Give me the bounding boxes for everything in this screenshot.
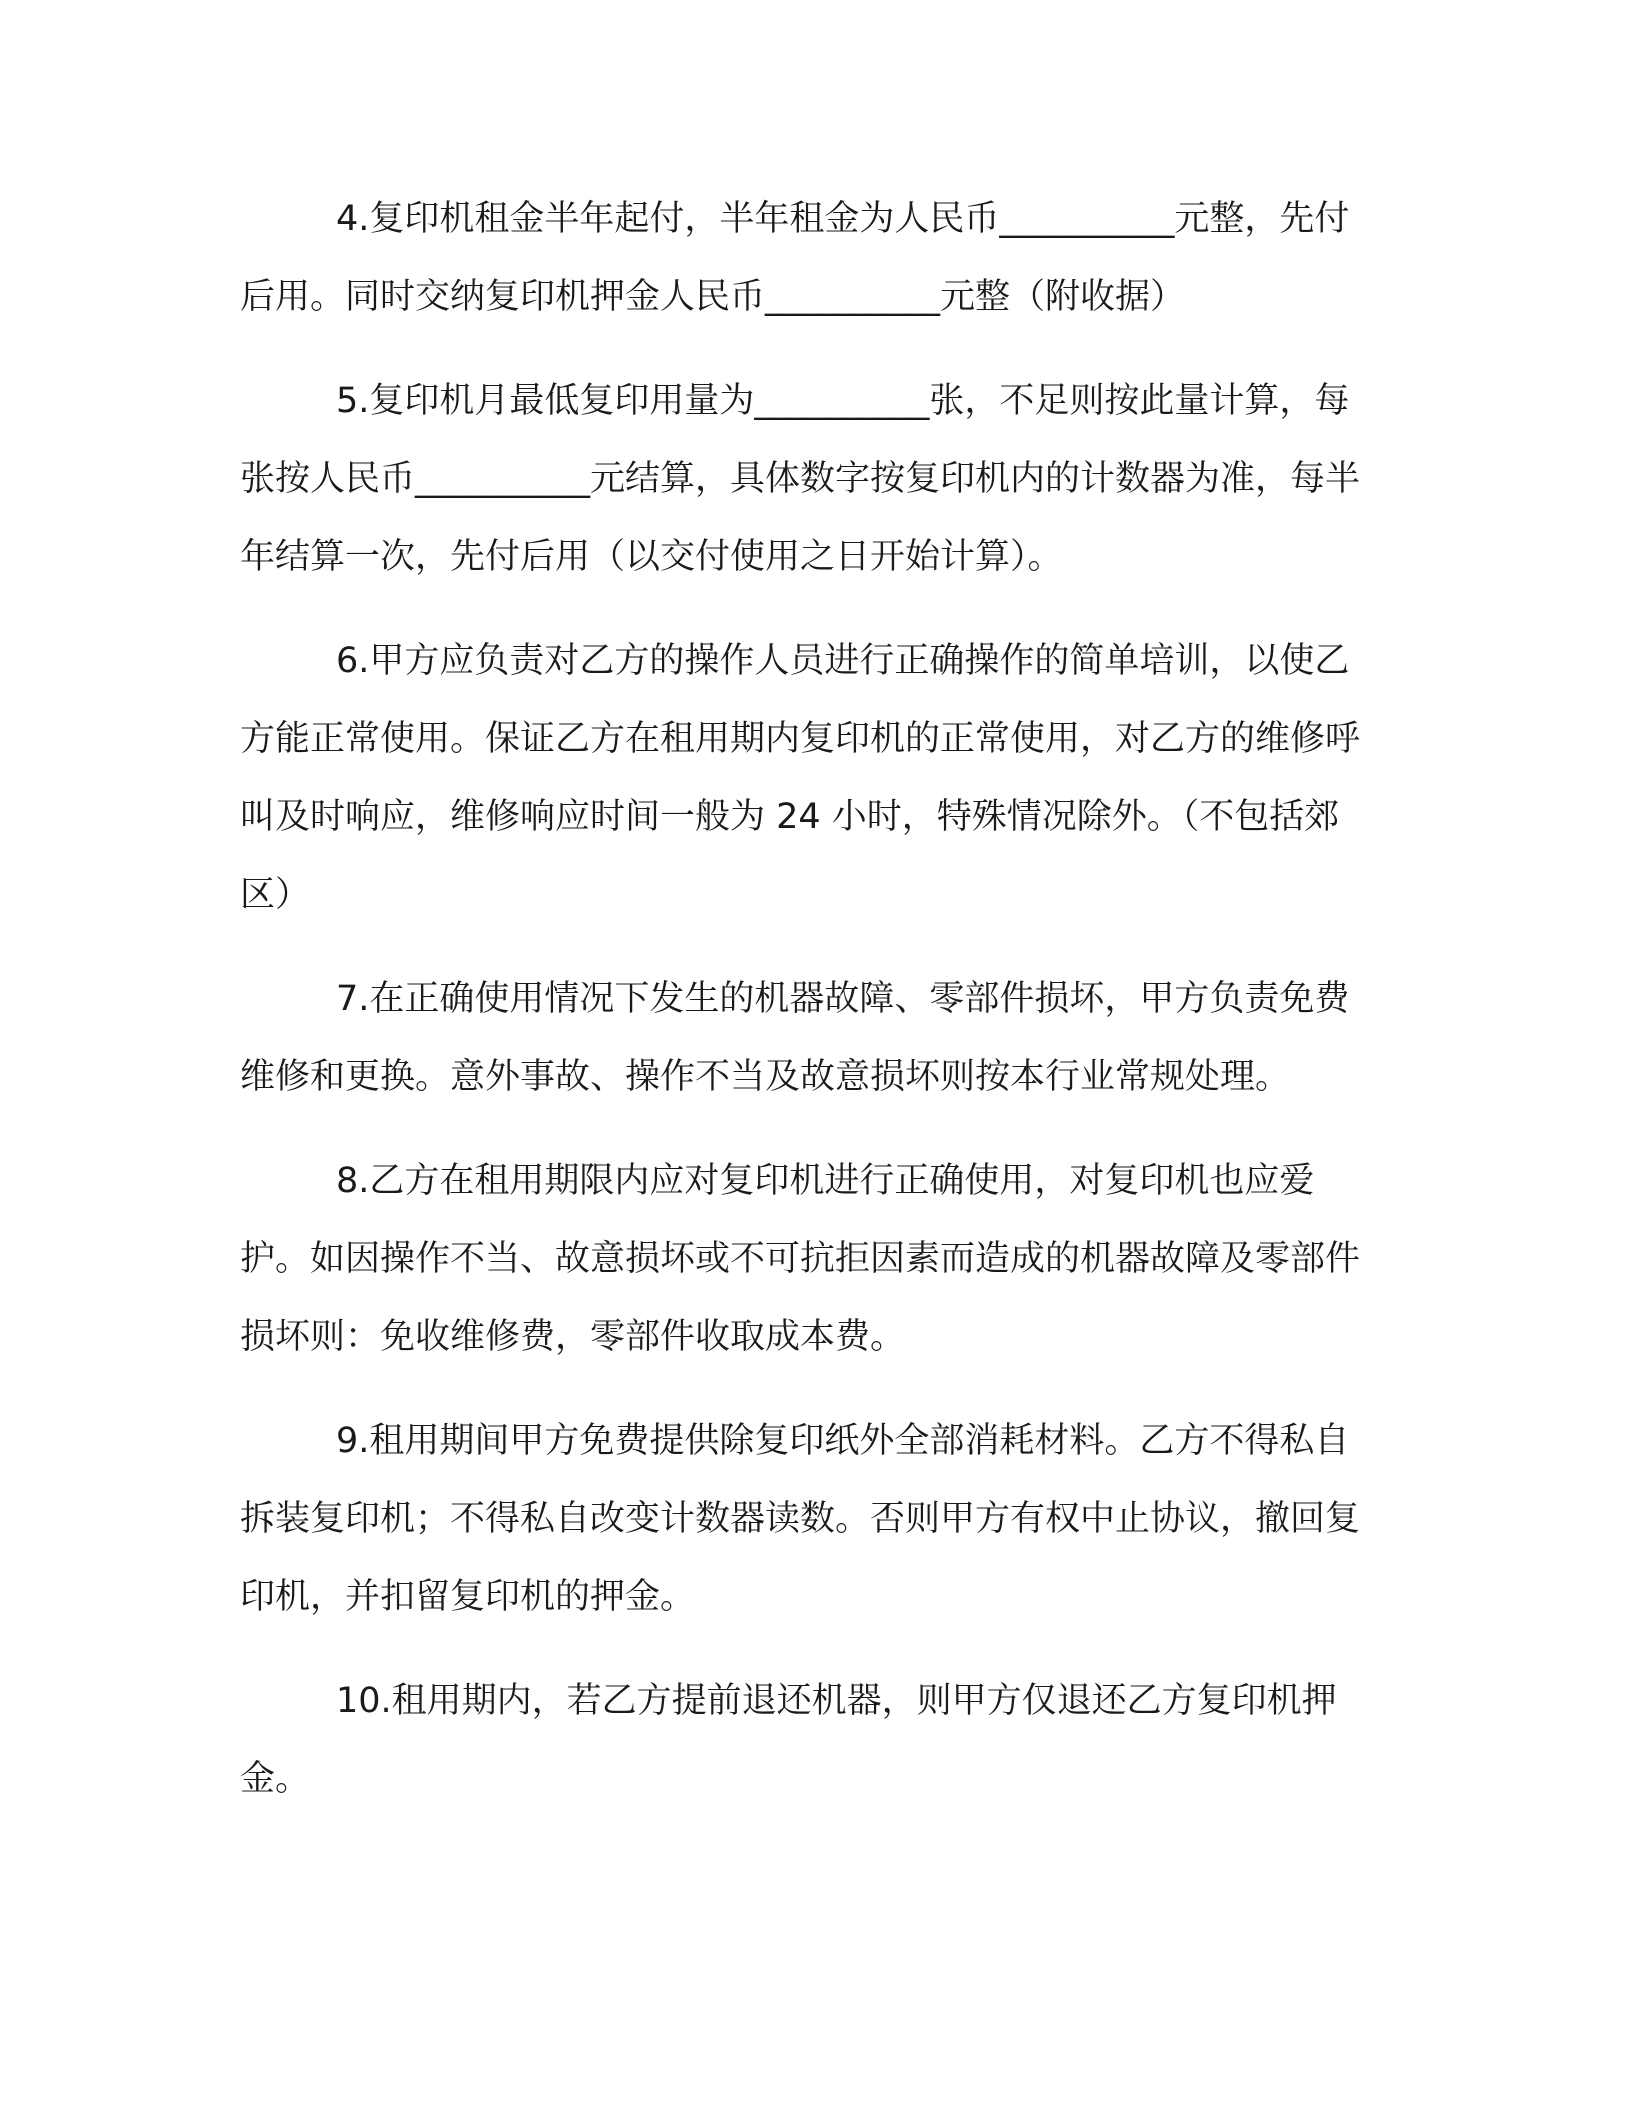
document-body — [240, 180, 1380, 1844]
clause-7: 7.在正确使用情况下发生的机器故障、零部件损坏，甲方负责免费维修和更换。意外事故、操作不当及故意损坏则按本行业常规处理。 — [240, 979, 1350, 1097]
clause-10: 10.租用期内，若乙方提前退还机器，则甲方仅退还乙方复印机押金。 — [240, 1681, 1337, 1799]
clause-6: 6.甲方应负责对乙方的操作人员进行正确操作的简单培训，以使乙方能正常使用。保证乙方在租用期内复印机的正常使用，对乙方的维修呼叫及时响应，维修响应时间一般为 24 小时，特殊情况除外。（不包括郊区） — [240, 641, 1361, 915]
clause-5: 5.复印机月最低复印用量为__________张，不足则按此量计算，每张按人民币__________元结算，具体数字按复印机内的计数器为准，每半年结算一次，先付后用（以交付使用之日开始计算）。 — [240, 381, 1361, 577]
clause-9: 9.租用期间甲方免费提供除复印纸外全部消耗材料。乙方不得私自拆装复印机；不得私自改变计数器读数。否则甲方有权中止协议，撤回复印机，并扣留复印机的押金。 — [240, 1421, 1361, 1617]
clause-8: 8.乙方在租用期限内应对复印机进行正确使用，对复印机也应爱护。如因操作不当、故意损坏或不可抗拒因素而造成的机器故障及零部件损坏则：免收维修费，零部件收取成本费。 — [240, 1161, 1361, 1357]
clause-4: 4.复印机租金半年起付，半年租金为人民币__________元整，先付后用。同时交纳复印机押金人民币__________元整（附收据） — [240, 199, 1350, 317]
